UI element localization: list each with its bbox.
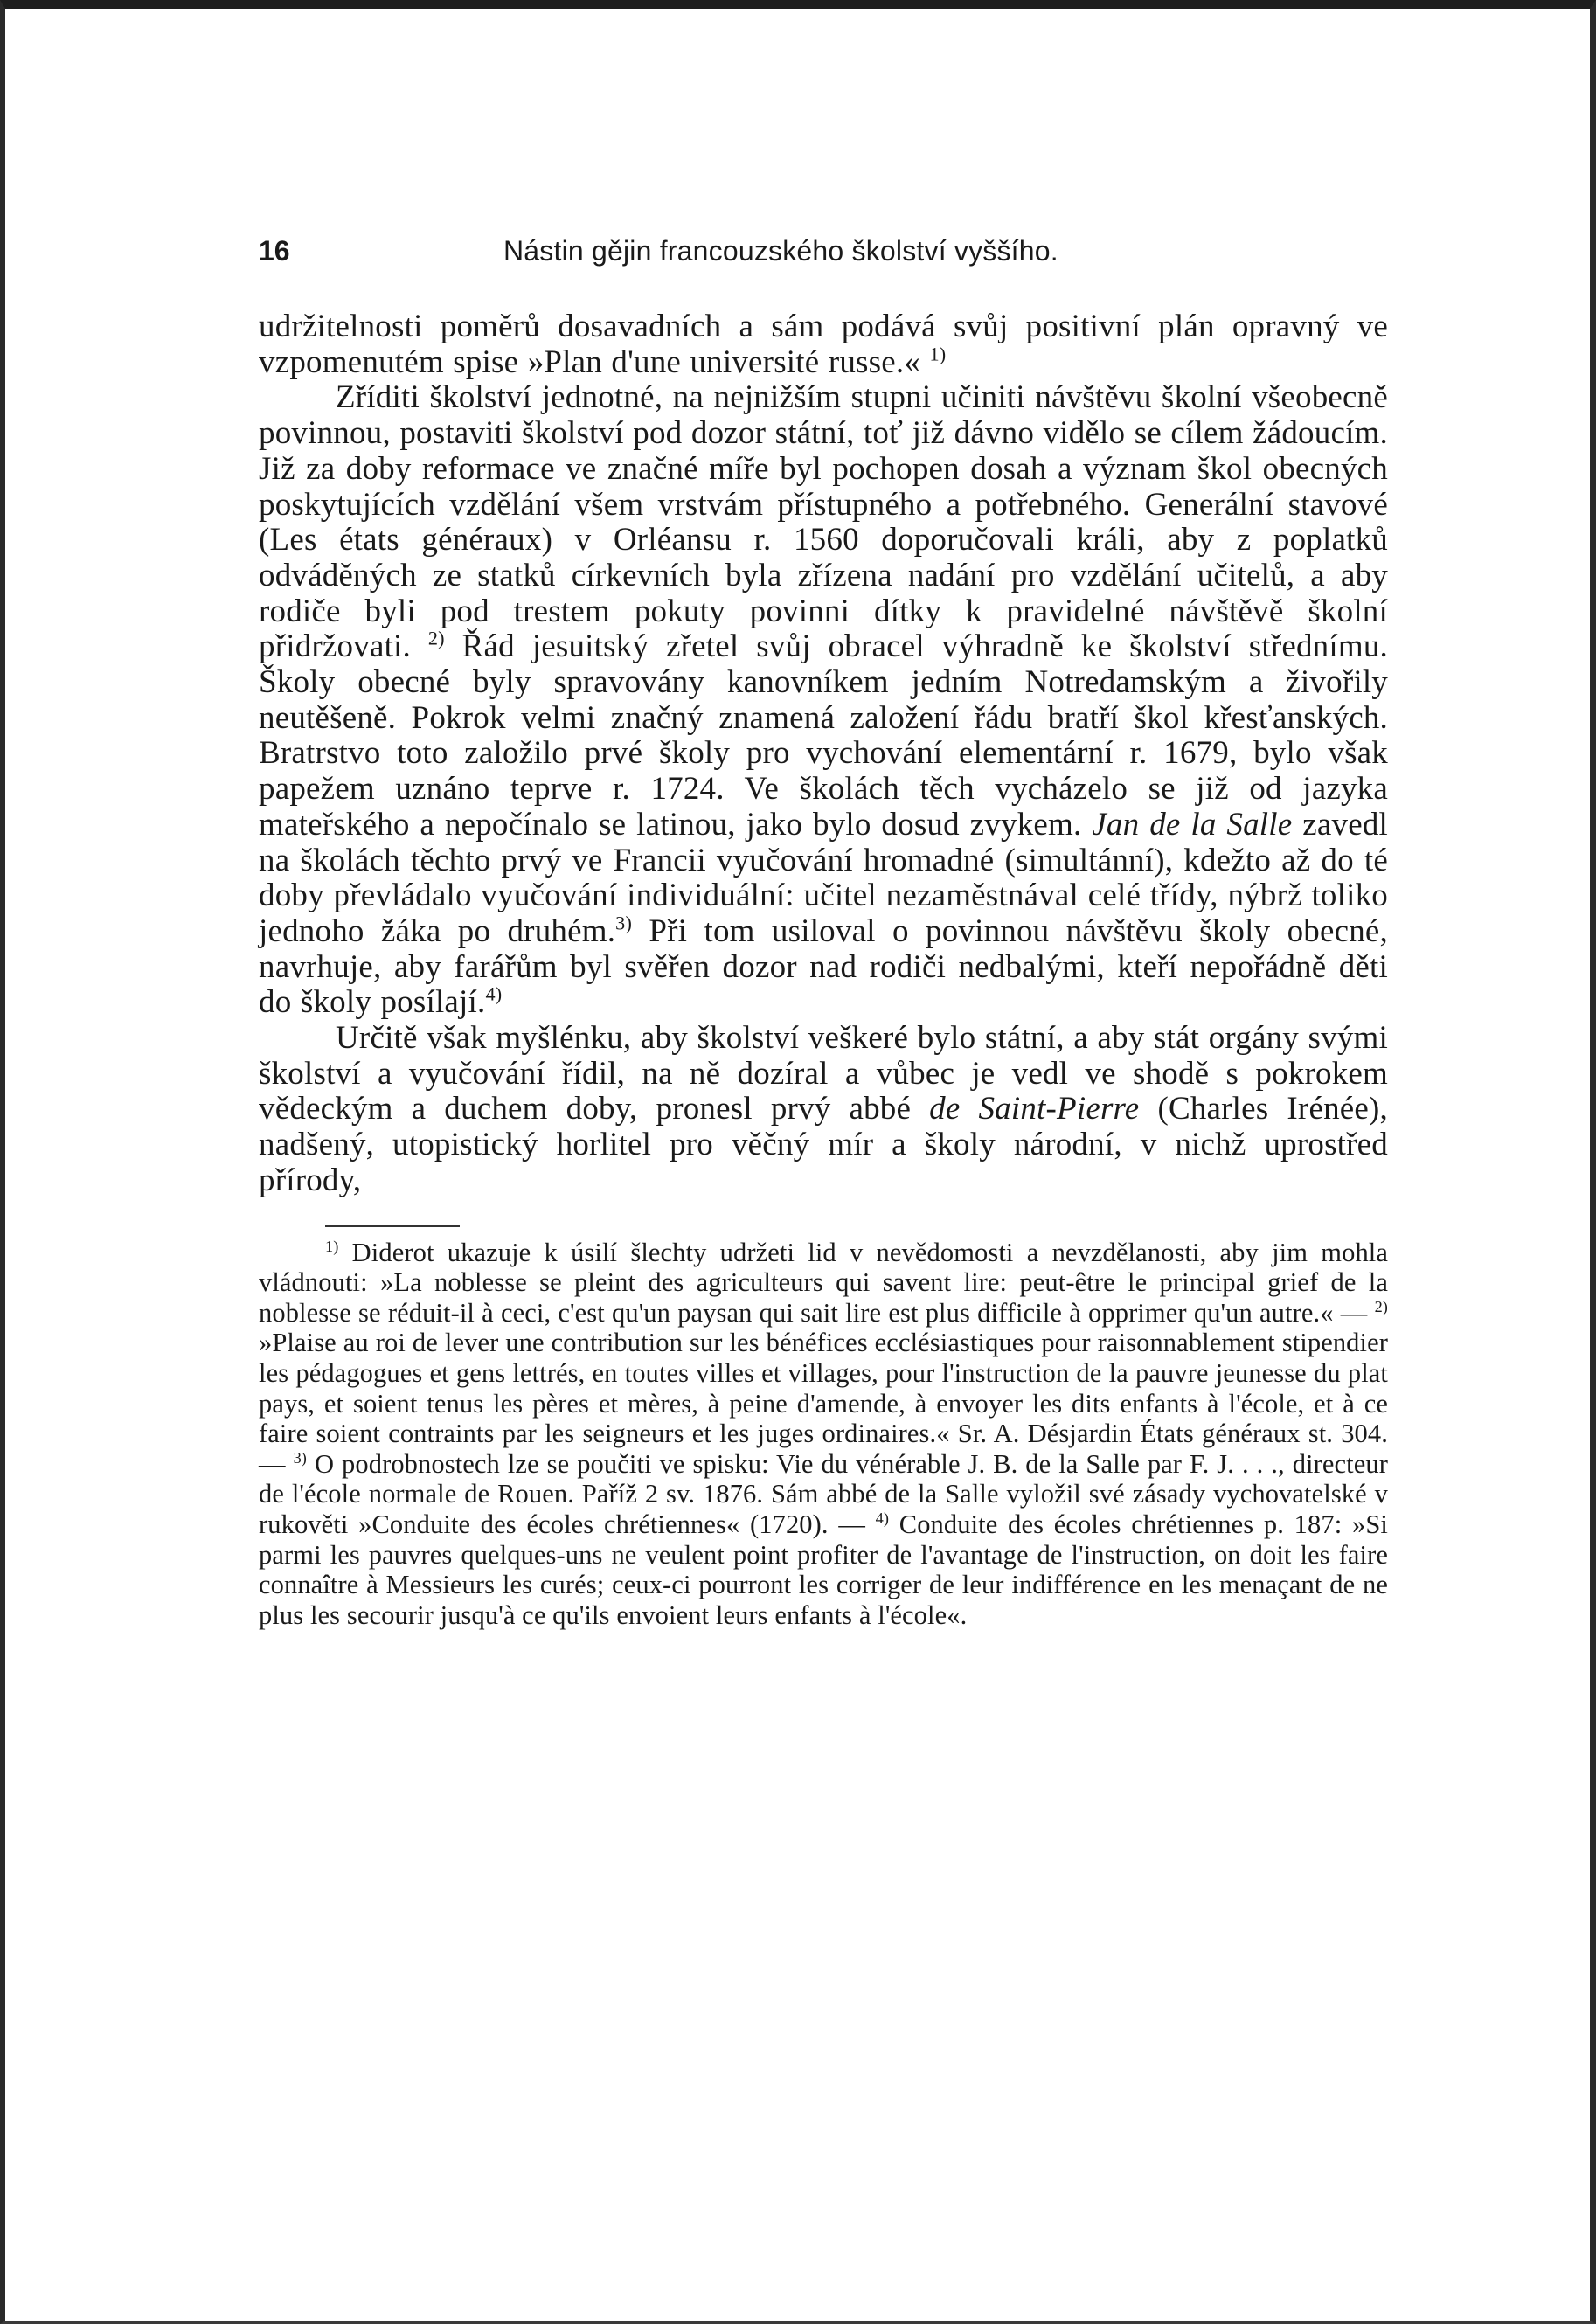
page-number: 16 bbox=[259, 235, 290, 267]
paragraph-2 bbox=[259, 380, 1388, 1021]
footnote-1-text: Diderot ukazuje k úsilí šlechty udržeti lid v nevědomosti a nevzdělanosti, aby jim mohla vládnouti: »La noblesse se pleint des agriculteurs qui savent lire: peut-être le principal grief de la noblesse se réduit-il à ceci, c'est qu'un paysan qui sait lire est plus difficile à opprimer qu'un autre.« — bbox=[259, 1237, 1388, 1328]
running-title: Nástin gějin francouzského školství vyššího. bbox=[503, 235, 1058, 267]
footnote-marker-2: 2) bbox=[1374, 1297, 1388, 1315]
paragraph-3-text-b: (Charles Irénée), nadšený, utopistický horlitel pro věčný mír a školy národní, v nichž uprostřed přírody, bbox=[259, 1091, 1388, 1198]
paragraph-3 bbox=[259, 1021, 1388, 1199]
paragraph-2-text-c: zavedl na školách těchto prvý ve Francii vyučování hromadné (simultánní), kdežto až do té doby převládalo vyučování individuální: učitel nezaměstnával celé třídy, nýbrž toliko jednoho žáka po druhém. bbox=[259, 806, 1389, 949]
paragraph-2-text-a: Zříditi školství jednotné, na nejnižším stupni učiniti návštěvu školní všeobecně povinnou, postaviti školství pod dozor státní, toť již dávno vidělo se cílem žádoucím. Již za doby reformace ve značné míře byl pochopen dosah a význam škol obecných poskytujících vzdělání všem vrstvám přístupného a potřebného. Generální stavové (Les états généraux) v Orléansu r. 1560 doporučovali králi, aby z poplatků odváděných ze statků církevních byla zřízena nadání pro vzdělání učitelů, a aby rodiče byli pod trestem pokuty povinni dítky k pravidelné návštěvě školní přidržovati. bbox=[259, 379, 1388, 665]
footnote-ref-4: 4) bbox=[485, 983, 503, 1006]
name-jan-de-la-salle: Jan de la Salle bbox=[1092, 806, 1293, 843]
name-saint-pierre: de Saint-Pierre bbox=[929, 1091, 1140, 1127]
paragraph-1-text: udržitelnosti poměrů dosavadních a sám podává svůj positivní plán opravný ve vzpomenutém spise »Plan d'une université russe.« bbox=[259, 309, 1388, 380]
footnotes bbox=[259, 1238, 1388, 1631]
footnote-marker-3: 3) bbox=[293, 1448, 307, 1467]
footnote-block bbox=[259, 1238, 1388, 1631]
footnote-ref-3: 3) bbox=[615, 912, 633, 934]
footnote-2-text: »Plaise au roi de lever une contribution sur les bénéfices ecclésiastiques pour raisonnablement stipendier les pédagogues et gens lettrés, en toutes villes et villages, pour l'instruction de la pauvre jeunesse du plat pays, et soient tenus les pères et mères, à peine d'amende, à envoyer les dits enfants à l'école, et à ce faire soient contraints par les seigneurs et les juges ordinaires.« Sr. A. Désjardin États généraux st. 304. — bbox=[259, 1328, 1388, 1479]
footnote-4-text: Conduite des écoles chrétiennes p. 187: »Si parmi les pauvres quelques-uns ne veulent point profiter de l'avantage de l'instruction, on doit les faire connaître à Messieurs les curés; ceux-ci pourront les corriger de leur indifférence en les menaçant de ne plus les secourir jusqu'à ce qu'ils envoient leurs enfants à l'école«. bbox=[259, 1509, 1388, 1630]
paragraph-2-text-d: Při tom usiloval o povinnou návštěvu školy obecné, navrhuje, aby farářům byl svěřen dozor nad rodiči nedbalými, kteří nepořádně děti do školy posílají. bbox=[259, 912, 1389, 1021]
footnote-divider bbox=[325, 1225, 460, 1227]
paragraph-3-text-a: Určitě však myšlénku, aby školství veškeré bylo státní, a aby stát orgány svými školství a vyučování řídil, na ně dozíral a vůbec je vedl ve shodě s pokrokem vědeckým a duchem doby, pronesl prvý abbé bbox=[259, 1020, 1388, 1127]
running-head bbox=[259, 229, 1388, 273]
paragraph-1 bbox=[259, 309, 1388, 380]
footnote-marker-4: 4) bbox=[875, 1509, 890, 1527]
paragraph-2-text-b: Řád jesuitský zřetel svůj obracel výhradně ke školství střednímu. Školy obecné byly spravovány kanovníkem jedním Notredamským a živořily neutěšeně. Pokrok velmi značný znamená založení řádu bratří škol křesťanských. Bratrstvo toto založilo prvé školy pro vychování elementární r. 1679, bylo však papežem uznáno teprve r. 1724. Ve školách těch vycházelo se již od jazyka mateřského a nepočínalo se latinou, jako bylo dosud zvykem. bbox=[259, 628, 1388, 843]
book-page bbox=[259, 229, 1388, 1630]
footnote-3-text: O podrobnostech lze se poučiti ve spisku: Vie du vénérable J. B. de la Salle par F. J. . . ., directeur de l'école normale de Rouen. Paříž 2 sv. 1876. Sám abbé de la Salle vyložil své zásady vychovatelské v rukověti »Conduite des écoles chrétiennes« (1720). — bbox=[259, 1448, 1388, 1539]
main-text bbox=[259, 309, 1388, 1199]
footnote-marker-1: 1) bbox=[325, 1237, 339, 1255]
footnote-ref-2: 2) bbox=[427, 628, 445, 650]
footnote-ref-1: 1) bbox=[929, 343, 947, 365]
